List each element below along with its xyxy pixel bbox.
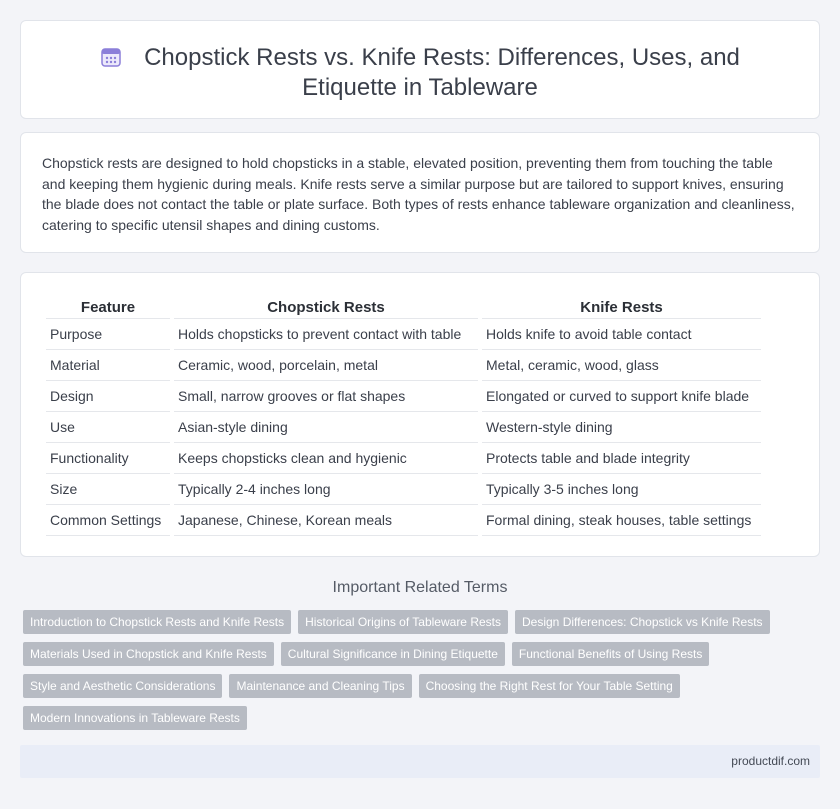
column-header-chopstick-rests: Chopstick Rests [174, 297, 478, 319]
tag-link[interactable]: Cultural Significance in Dining Etiquette [281, 642, 505, 666]
tag-link[interactable]: Materials Used in Chopstick and Knife Rests [23, 642, 274, 666]
table-row [46, 474, 761, 505]
table-cell: Protects table and blade integrity [482, 443, 761, 474]
table-cell: Material [46, 350, 170, 381]
table-cell: Ceramic, wood, porcelain, metal [174, 350, 478, 381]
table-cell: Holds knife to avoid table contact [482, 319, 761, 350]
tag-link[interactable]: Functional Benefits of Using Rests [512, 642, 709, 666]
footer [20, 745, 820, 778]
footer-site-link[interactable]: productdif.com [731, 754, 810, 768]
tag-link[interactable]: Modern Innovations in Tableware Rests [23, 706, 247, 730]
tag-link[interactable]: Design Differences: Chopstick vs Knife Rests [515, 610, 770, 634]
tag-row [23, 610, 813, 634]
table-cell: Common Settings [46, 505, 170, 536]
header-card [20, 20, 820, 119]
table-cell: Keeps chopsticks clean and hygienic [174, 443, 478, 474]
related-terms-heading: Important Related Terms [332, 579, 508, 596]
intro-card [20, 132, 820, 253]
table-row [46, 381, 761, 412]
table-cell: Elongated or curved to support knife blade [482, 381, 761, 412]
related-terms-tags [23, 610, 813, 738]
table-row [46, 350, 761, 381]
table-cell: Formal dining, steak houses, table settings [482, 505, 761, 536]
page-title: Chopstick Rests vs. Knife Rests: Differences, Uses, and Etiquette in Tableware [144, 44, 740, 101]
tag-row [23, 706, 813, 730]
table-cell: Functionality [46, 443, 170, 474]
table-cell: Typically 3-5 inches long [482, 474, 761, 505]
tag-link[interactable]: Style and Aesthetic Considerations [23, 674, 222, 698]
intro-paragraph: Chopstick rests are designed to hold chopsticks in a stable, elevated position, preventing them from touching the table and keeping them hygienic during meals. Knife rests serve a similar purpose but are tailored to support knives, ensuring the blade does not contact the table or plate surface. Both types of rests enhance tableware organization and cleanliness, catering to specific utensil shapes and dining customs. [42, 155, 795, 233]
table-cell: Use [46, 412, 170, 443]
table-cell: Japanese, Chinese, Korean meals [174, 505, 478, 536]
table-row [46, 505, 761, 536]
comparison-table [42, 297, 765, 536]
table-cell: Metal, ceramic, wood, glass [482, 350, 761, 381]
table-cell: Asian-style dining [174, 412, 478, 443]
tag-link[interactable]: Choosing the Right Rest for Your Table Setting [419, 674, 680, 698]
tag-link[interactable]: Historical Origins of Tableware Rests [298, 610, 508, 634]
table-row [46, 443, 761, 474]
table-row [46, 412, 761, 443]
table-cell: Design [46, 381, 170, 412]
table-cell: Size [46, 474, 170, 505]
tag-link[interactable]: Introduction to Chopstick Rests and Knife Rests [23, 610, 291, 634]
table-header-row [46, 297, 761, 319]
page-title-wrap [51, 43, 789, 103]
calendar-icon [100, 46, 122, 68]
column-header-feature: Feature [46, 297, 170, 319]
tag-row [23, 674, 813, 698]
comparison-card [20, 272, 820, 557]
table-cell: Small, narrow grooves or flat shapes [174, 381, 478, 412]
table-row [46, 319, 761, 350]
tag-row [23, 642, 813, 666]
table-cell: Holds chopsticks to prevent contact with table [174, 319, 478, 350]
column-header-knife-rests: Knife Rests [482, 297, 761, 319]
table-cell: Typically 2-4 inches long [174, 474, 478, 505]
table-cell: Western-style dining [482, 412, 761, 443]
table-cell: Purpose [46, 319, 170, 350]
tag-link[interactable]: Maintenance and Cleaning Tips [229, 674, 411, 698]
